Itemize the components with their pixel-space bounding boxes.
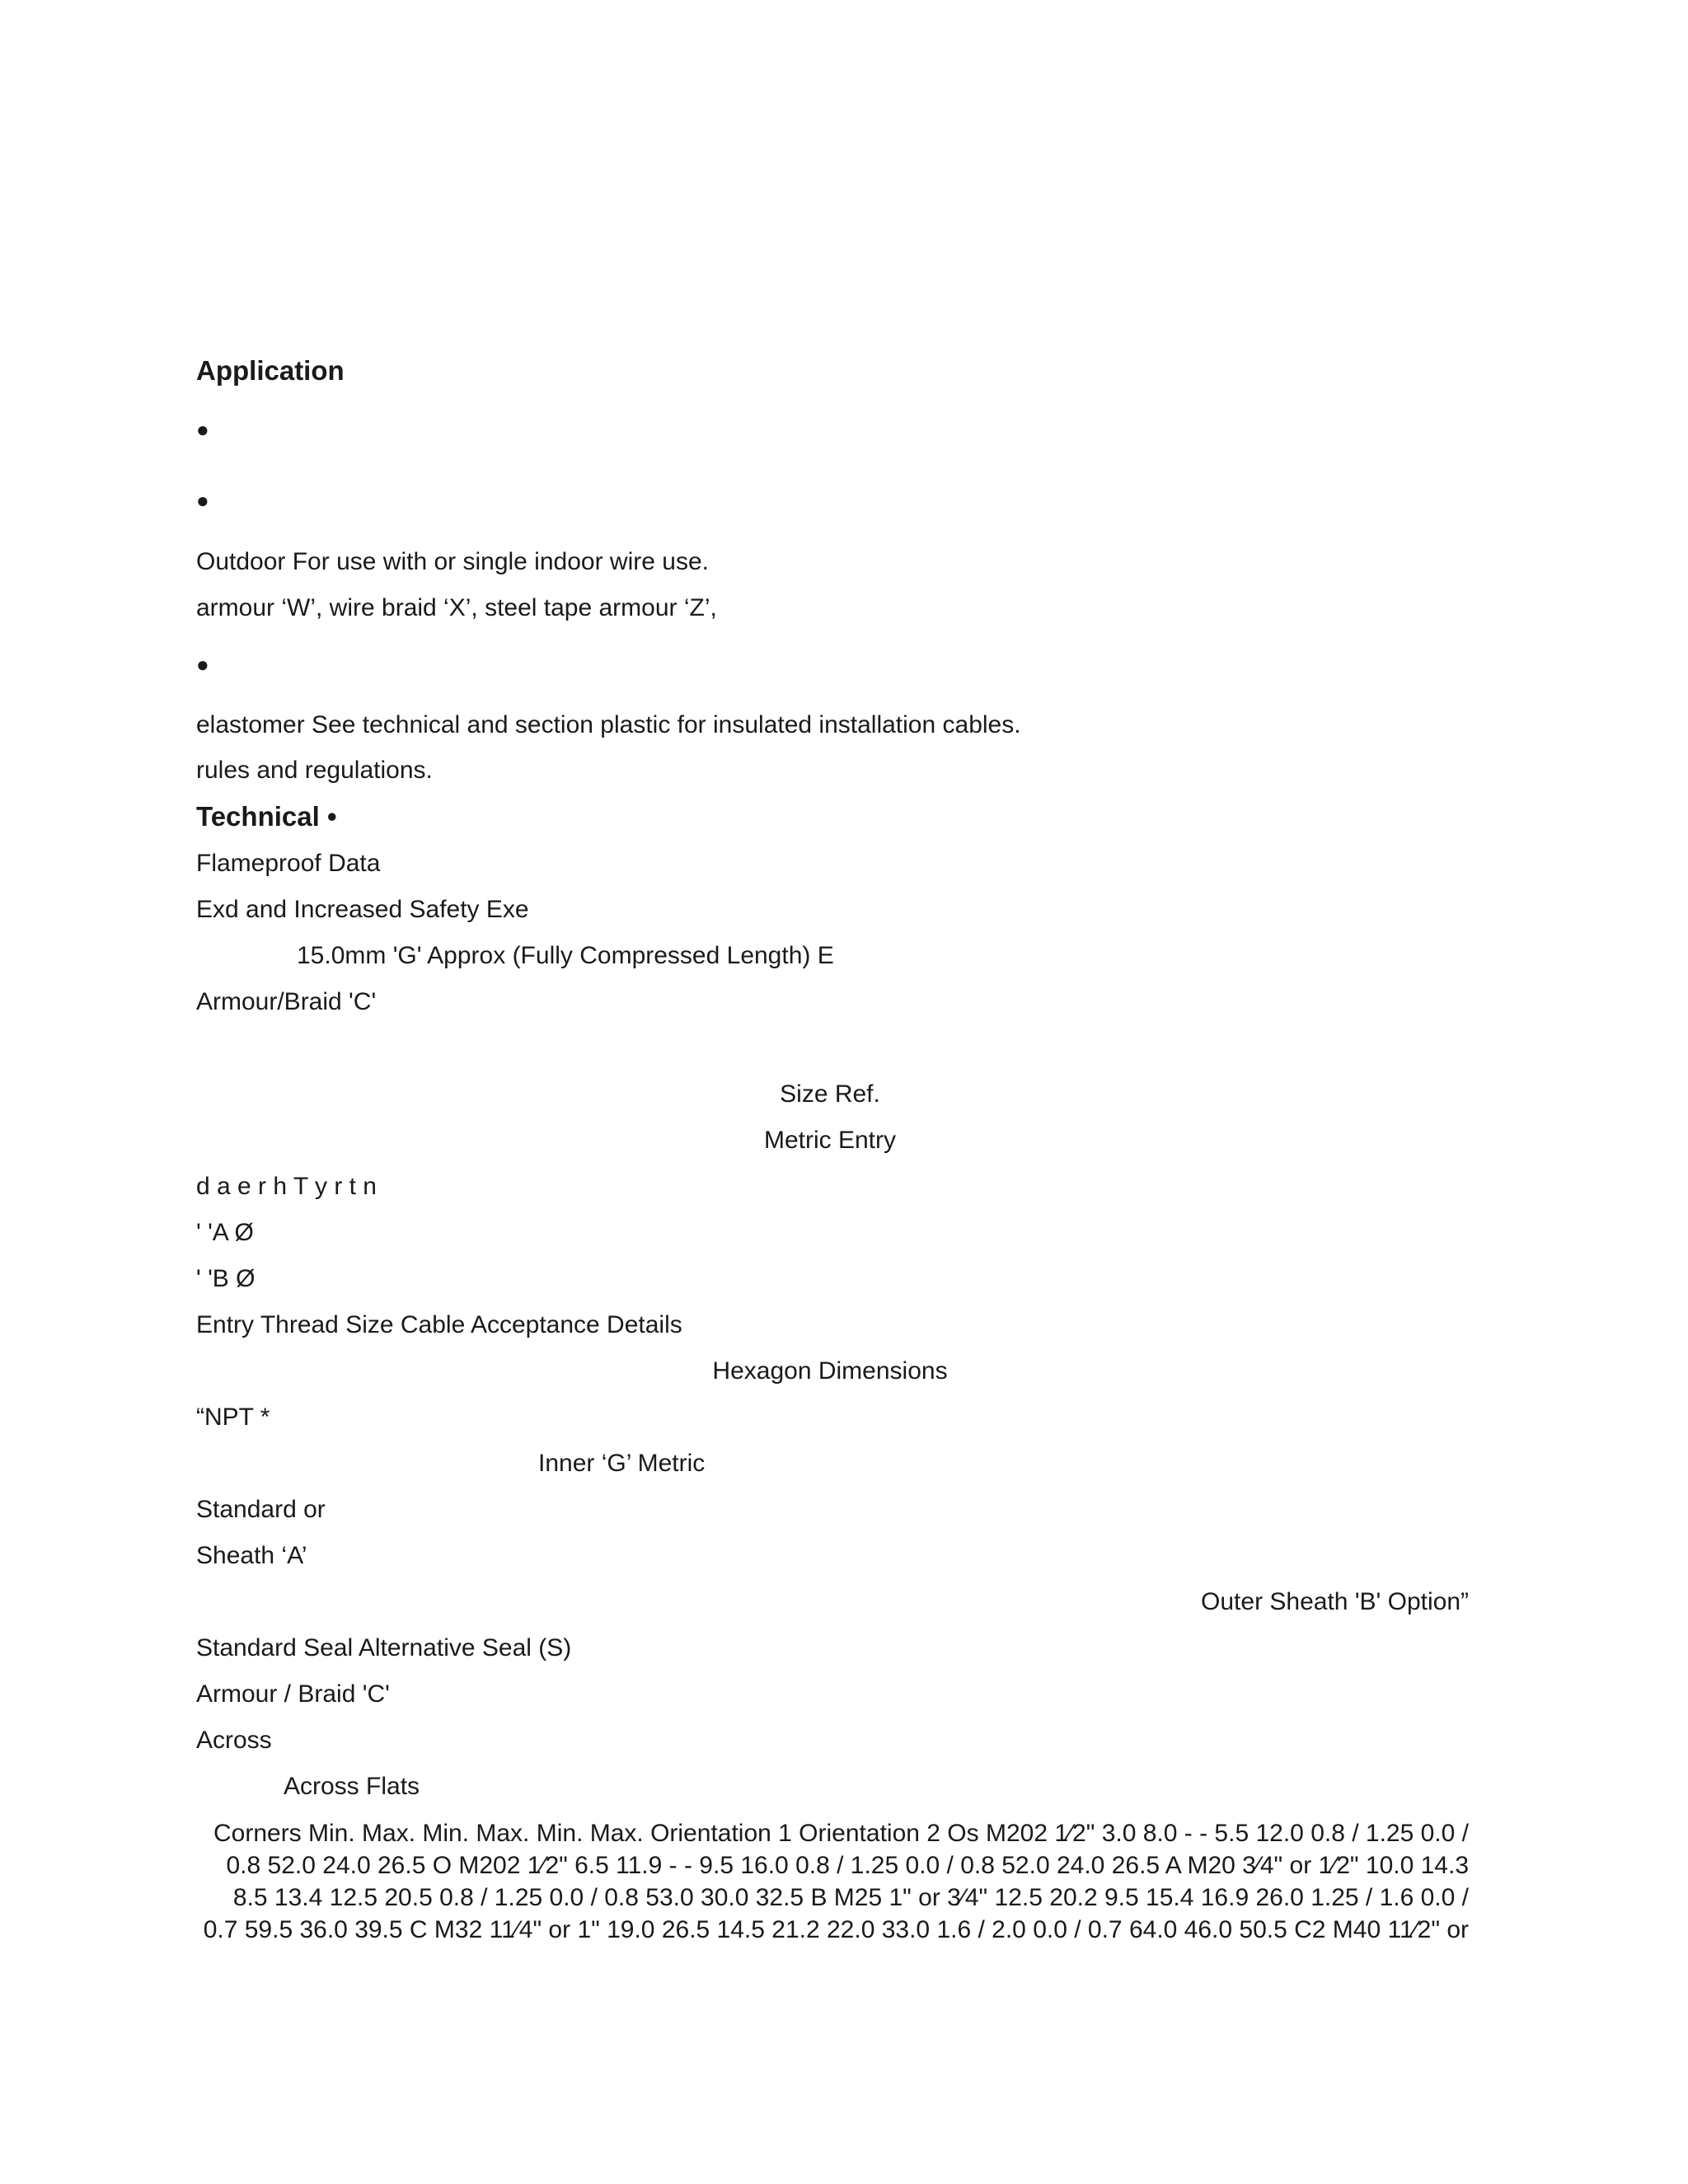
application-heading: Application (196, 355, 345, 386)
text-inner-g: Inner ‘G’ Metric (538, 1450, 706, 1477)
table-data-paragraph: Corners Min. Max. Min. Max. Min. Max. Orientation 1 Orientation 2 Os M202 1⁄2" 3.0 8.0 - - 5.5 12.0 0.8 / 1.25 0.0 / 0.8 52.0 24.0 26.5 O M202 1⁄2" 6.5 11.9 - - 9.5 16.0 0.8 / 1.25 0.0 / 0.8 52.0 24.0 26.5 A M20 3⁄4" or 1⁄2" 10.0 14.3 8.5 13.4 12.5 20.5 0.8 / 1.25 0.0 / 0.8 53.0 30.0 32.5 B M25 1" or 3⁄4" 12.5 20.2 9.5 15.4 16.9 26.0 1.25 / 1.6 0.0 / 0.7 59.5 36.0 39.5 C M32 11⁄4" or 1" 19.0 26.5 14.5 21.2 22.0 33.0 1.6 / 2.0 0.0 / 0.7 64.0 46.0 50.5 C2 M40 11⁄2" or (203, 1820, 1469, 1943)
text-npt: “NPT * (196, 1404, 270, 1431)
text-metric-entry: Metric Entry (763, 1127, 897, 1154)
text-length: 15.0mm 'G' Approx (Fully Compressed Length) E (297, 942, 834, 969)
text-exd: Exd and Increased Safety Exe (196, 896, 529, 923)
text-sheath-a: Sheath ‘A’ (196, 1542, 307, 1569)
bullet-1: ● (196, 417, 209, 442)
text-entry-thread: Entry Thread Size Cable Acceptance Details (196, 1311, 682, 1338)
text-across: Across (196, 1727, 272, 1754)
text-a-diameter: ' 'A Ø (196, 1219, 254, 1246)
text-b-diameter: ' 'B Ø (196, 1265, 256, 1292)
text-armour-braid-c: Armour/Braid 'C' (196, 988, 377, 1015)
text-armour: armour ‘W’, wire braid ‘X’, steel tape armour ‘Z’, (196, 594, 717, 621)
text-seal: Standard Seal Alternative Seal (S) (196, 1634, 572, 1661)
text-standard-or: Standard or (196, 1496, 326, 1523)
text-elastomer: elastomer See technical and section plastic for insulated installation cables. (196, 711, 1021, 738)
bullet-2: ● (196, 488, 209, 513)
bullet-3: ● (196, 652, 209, 677)
technical-heading: Technical • (196, 801, 337, 832)
text-armour-braid-c2: Armour / Braid 'C' (196, 1680, 390, 1708)
text-outer-sheath: Outer Sheath 'B' Option” (1201, 1588, 1469, 1615)
text-thread-reversed: d a e r h T y r t n (196, 1173, 377, 1200)
text-across-flats: Across Flats (284, 1773, 420, 1800)
text-size-ref: Size Ref. (780, 1080, 880, 1108)
text-rules: rules and regulations. (196, 757, 433, 784)
text-outdoor: Outdoor For use with or single indoor wire use. (196, 548, 709, 575)
text-hexagon: Hexagon Dimensions (712, 1357, 948, 1385)
text-flameproof: Flameproof Data (196, 850, 381, 877)
